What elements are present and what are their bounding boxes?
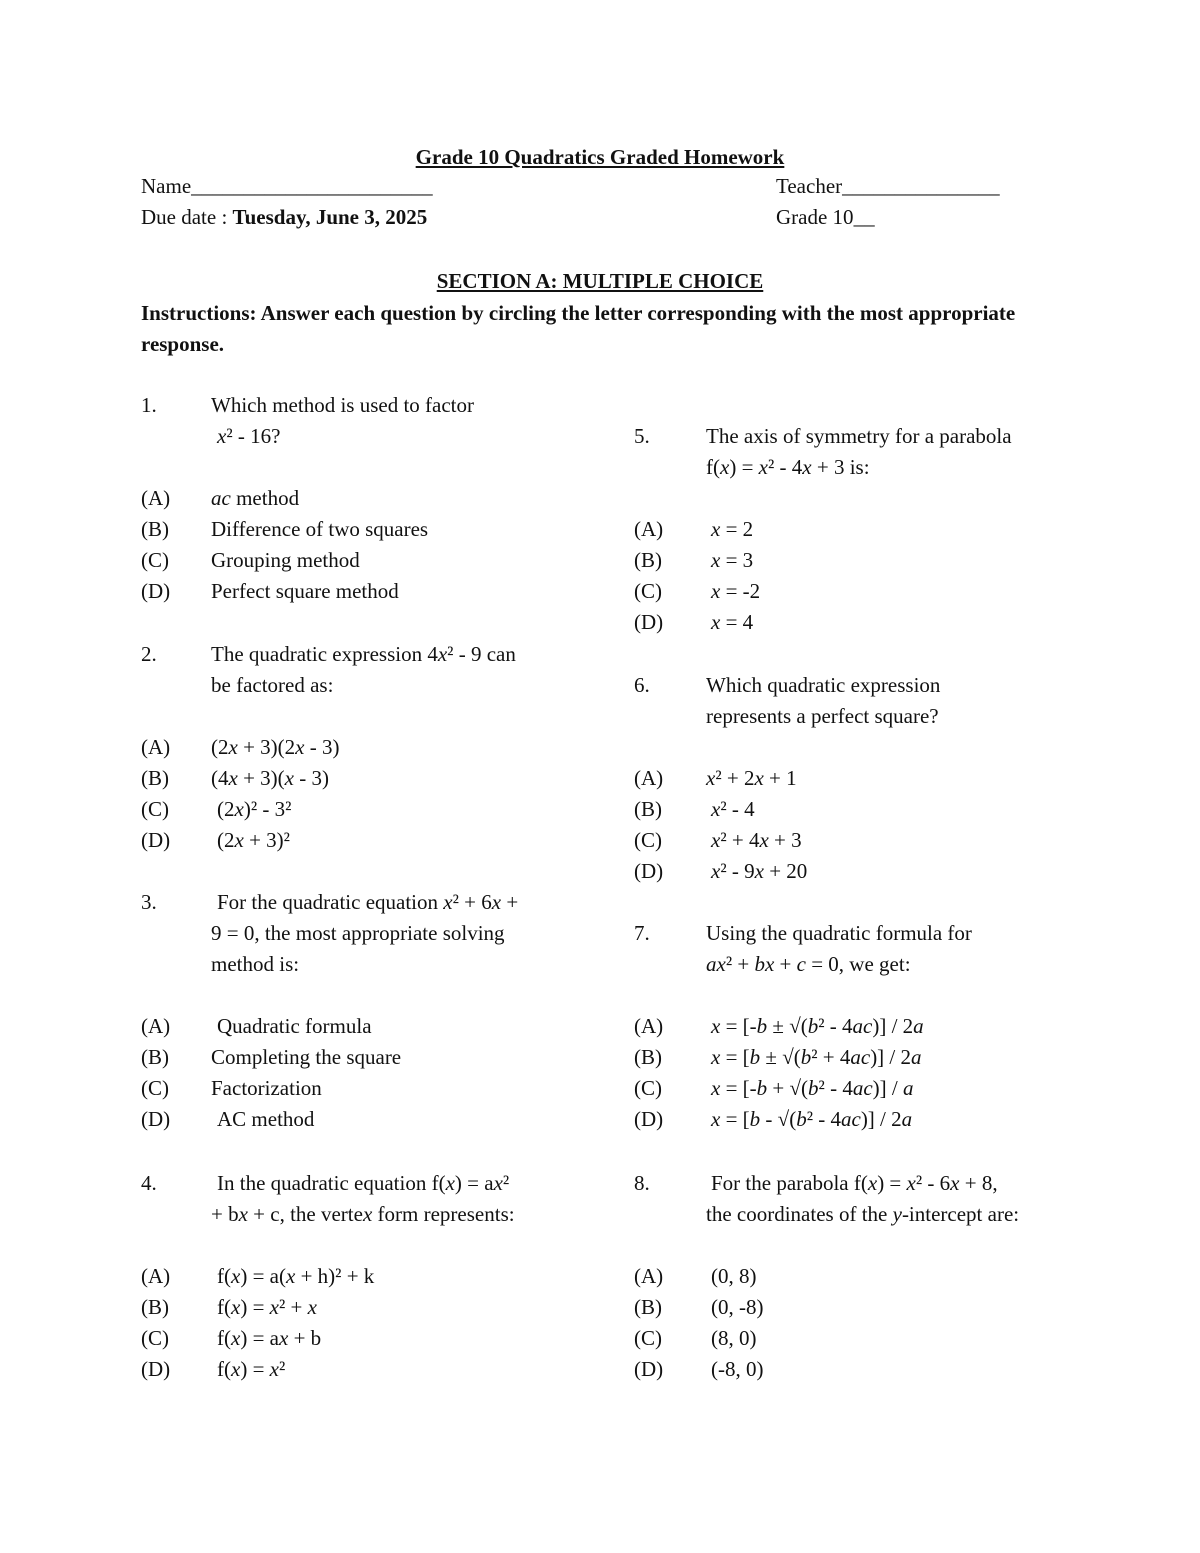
question-3-stem-line-1: For the quadratic equation x² + 6x + [217,890,519,914]
question-8-option-b[interactable]: (0, -8) [711,1295,764,1319]
instructions: Instructions: Answer each question by circling the letter corresponding with the most appropriate response. [141,301,1016,356]
question-5-option-d[interactable]: x = 4 [711,610,754,634]
question-6-option-d-letter[interactable]: (D) [634,859,664,883]
question-7-stem-line-1: Using the quadratic formula for [706,921,972,945]
question-2-stem-line-2: be factored as: [211,673,334,697]
due-date-label: Due date : [141,205,233,229]
question-8-option-b-letter[interactable]: (B) [634,1295,662,1319]
question-5-stem-line-1: The axis of symmetry for a parabola [706,424,1012,448]
question-7-option-c-letter[interactable]: (C) [634,1076,662,1100]
question-8-option-c-letter[interactable]: (C) [634,1326,662,1350]
question-2-option-b[interactable]: (4x + 3)(x - 3) [211,766,329,790]
question-8-option-d[interactable]: (-8, 0) [711,1357,764,1381]
teacher-line [776,172,1000,200]
question-6-stem-line-1: Which quadratic expression [706,673,941,697]
question-6-option-a-letter[interactable]: (A) [634,766,664,790]
section-title: SECTION A: MULTIPLE CHOICE [436,269,764,293]
question-4-stem-line-1: In the quadratic equation f(x) = ax² [217,1171,510,1195]
question-7-stem-line-2: ax² + bx + c = 0, we get: [706,952,911,976]
question-5-stem-line-2: f(x) = x² - 4x + 3 is: [706,455,870,479]
question-8-number: 8. [634,1171,650,1195]
question-2-stem-line-1: The quadratic expression 4x² - 9 can [211,642,516,666]
question-6-stem-line-2: represents a perfect square? [706,704,939,728]
teacher-label: Teacher [776,174,843,198]
question-6-option-a[interactable]: x² + 2x + 1 [706,766,797,790]
question-5-number: 5. [634,424,650,448]
question-4-option-d-letter[interactable]: (D) [141,1357,171,1381]
question-4-option-a[interactable]: f(x) = a(x + h)² + k [217,1264,375,1288]
question-3-option-a[interactable]: Quadratic formula [217,1014,372,1038]
question-1-stem-line-1: Which method is used to factor [211,393,475,417]
question-6-number: 6. [634,673,650,697]
question-7-option-a-letter[interactable]: (A) [634,1014,664,1038]
question-6-option-d[interactable]: x² - 9x + 20 [711,859,808,883]
question-7-number: 7. [634,921,650,945]
question-6-option-b[interactable]: x² - 4 [711,797,755,821]
question-8-stem-line-1: For the parabola f(x) = x² - 6x + 8, [711,1171,998,1195]
question-7-option-c[interactable]: x = [-b + √(b² - 4ac)] / a [711,1076,914,1100]
question-1-option-d[interactable]: Perfect square method [211,579,399,603]
question-3-option-d-letter[interactable]: (D) [141,1107,171,1131]
name-blank: _______________________ [191,174,433,198]
question-2-number: 2. [141,642,157,666]
due-date-line [141,203,427,231]
question-2-option-c-letter[interactable]: (C) [141,797,169,821]
question-4-option-d[interactable]: f(x) = x² [217,1357,286,1381]
question-3-option-b-letter[interactable]: (B) [141,1045,169,1069]
question-3-option-c[interactable]: Factorization [211,1076,322,1100]
teacher-blank: _______________ [842,174,1000,198]
question-5-option-b-letter[interactable]: (B) [634,548,662,572]
question-7-option-b[interactable]: x = [b ± √(b² + 4ac)] / 2a [711,1045,922,1069]
question-3-stem-line-2: 9 = 0, the most appropriate solving [211,921,505,945]
question-8-option-c[interactable]: (8, 0) [711,1326,757,1350]
question-3-option-c-letter[interactable]: (C) [141,1076,169,1100]
question-1-option-b-letter[interactable]: (B) [141,517,169,541]
question-5-option-c-letter[interactable]: (C) [634,579,662,603]
question-1-option-a[interactable]: ac method [211,486,300,510]
question-6-option-c-letter[interactable]: (C) [634,828,662,852]
question-6-option-b-letter[interactable]: (B) [634,797,662,821]
question-6-option-c[interactable]: x² + 4x + 3 [711,828,802,852]
question-5-option-a[interactable]: x = 2 [711,517,754,541]
name-line [141,172,433,200]
question-4-number: 4. [141,1171,157,1195]
question-2-option-a[interactable]: (2x + 3)(2x - 3) [211,735,340,759]
grade-label: Grade 10 [776,205,854,229]
question-1-number: 1. [141,393,157,417]
question-3-option-d[interactable]: AC method [217,1107,315,1131]
question-3-option-a-letter[interactable]: (A) [141,1014,171,1038]
question-3-option-b[interactable]: Completing the square [211,1045,402,1069]
question-1-option-c-letter[interactable]: (C) [141,548,169,572]
due-date-value: Tuesday, June 3, 2025 [232,205,428,229]
question-5-option-a-letter[interactable]: (A) [634,517,664,541]
question-4-option-b-letter[interactable]: (B) [141,1295,169,1319]
question-8-stem-line-2: the coordinates of the y-intercept are: [706,1202,1020,1226]
question-4-option-c[interactable]: f(x) = ax + b [217,1326,322,1350]
question-2-option-a-letter[interactable]: (A) [141,735,171,759]
question-2-option-d[interactable]: (2x + 3)² [217,828,290,852]
question-4-option-b[interactable]: f(x) = x² + x [217,1295,317,1319]
question-4-stem-line-2: + bx + c, the vertex form represents: [211,1202,515,1226]
grade-line [776,203,875,231]
question-1-stem-line-2: x² - 16? [217,424,281,448]
name-label: Name [141,174,192,198]
question-8-option-d-letter[interactable]: (D) [634,1357,664,1381]
question-1-option-b[interactable]: Difference of two squares [211,517,429,541]
question-1-option-a-letter[interactable]: (A) [141,486,171,510]
page-title: Grade 10 Quadratics Graded Homework [415,145,785,169]
question-1-option-c[interactable]: Grouping method [211,548,360,572]
question-7-option-d-letter[interactable]: (D) [634,1107,664,1131]
question-5-option-c[interactable]: x = -2 [711,579,761,603]
question-7-option-a[interactable]: x = [-b ± √(b² - 4ac)] / 2a [711,1014,924,1038]
question-2-option-d-letter[interactable]: (D) [141,828,171,852]
grade-blank: __ [853,205,875,229]
question-8-option-a[interactable]: (0, 8) [711,1264,757,1288]
question-7-option-d[interactable]: x = [b - √(b² - 4ac)] / 2a [711,1107,913,1131]
question-2-option-c[interactable]: (2x)² - 3² [217,797,292,821]
question-3-number: 3. [141,890,157,914]
question-4-option-a-letter[interactable]: (A) [141,1264,171,1288]
question-5-option-b[interactable]: x = 3 [711,548,754,572]
question-3-stem-line-3: method is: [211,952,300,976]
question-5-option-d-letter[interactable]: (D) [634,610,664,634]
question-8-option-a-letter[interactable]: (A) [634,1264,664,1288]
question-7-option-b-letter[interactable]: (B) [634,1045,662,1069]
question-1-option-d-letter[interactable]: (D) [141,579,171,603]
question-2-option-b-letter[interactable]: (B) [141,766,169,790]
question-4-option-c-letter[interactable]: (C) [141,1326,169,1350]
